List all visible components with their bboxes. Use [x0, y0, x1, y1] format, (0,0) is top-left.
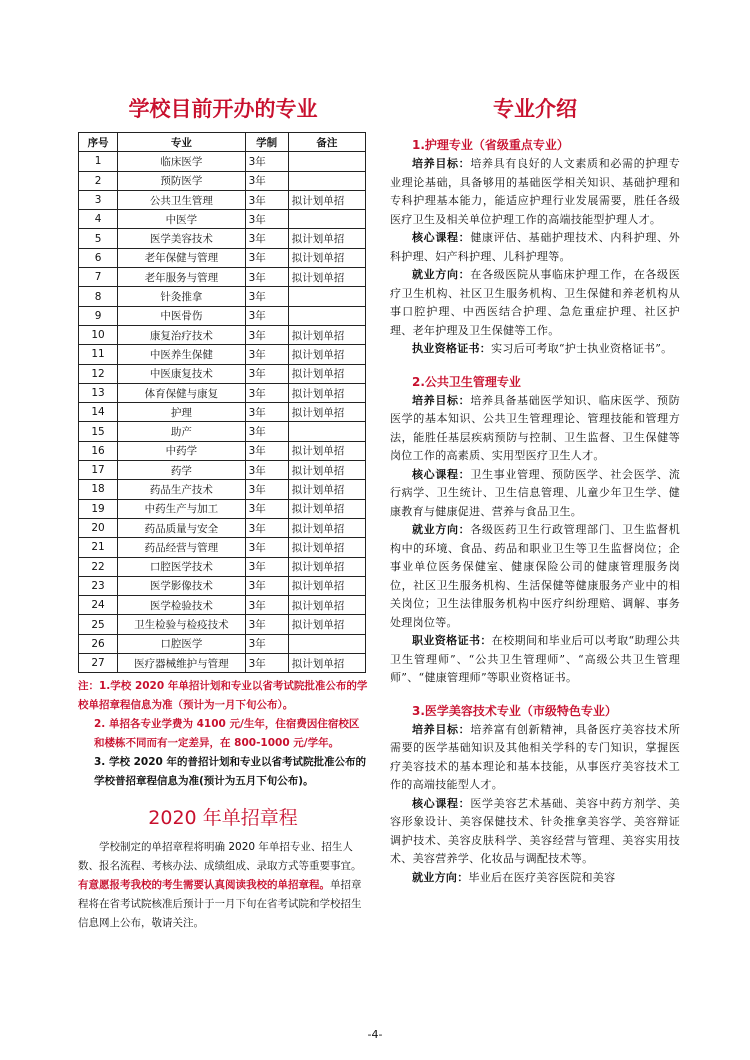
intro-text-1: 学校制定的单招章程将明确 2020 年单招专业、招生人数、报名流程、考核办法、成绩组成、录取方式等重要事宜。 — [78, 841, 362, 873]
right-column — [390, 92, 680, 887]
paragraph-label: 培养目标： — [412, 393, 471, 407]
row-no: 16 — [79, 441, 118, 460]
header-note: 备注 — [288, 133, 365, 152]
row-no: 20 — [79, 518, 118, 537]
table-row — [79, 287, 366, 306]
row-major: 医学美容技术 — [118, 229, 245, 248]
section-paragraph — [390, 795, 680, 869]
intro-text-2: 单招章程将在省考试院核准后预计于一月下旬在省考试院和学校招生信息网上公布，敬请关注。 — [78, 879, 362, 930]
table-row — [79, 248, 366, 267]
paragraph-label: 培养目标： — [412, 722, 471, 736]
intro-title: 专业介绍 — [493, 96, 577, 121]
row-no: 1 — [79, 152, 118, 171]
row-no: 24 — [79, 596, 118, 615]
row-major: 中医骨伤 — [118, 306, 245, 325]
paragraph-text: 卫生事业管理、预防医学、社会医学、流行病学、卫生统计、卫生信息管理、儿童少年卫生学、健康教育与健康促进、营养与食品卫生。 — [390, 467, 680, 518]
section-title: 1.护理专业（省级重点专业） — [412, 138, 569, 152]
table-row — [79, 596, 366, 615]
row-no: 11 — [79, 345, 118, 364]
table-row — [79, 576, 366, 595]
table-row — [79, 538, 366, 557]
row-note: 拟计划单招 — [288, 364, 365, 383]
paragraph-label: 核心课程： — [412, 796, 471, 810]
header-duration: 学制 — [245, 133, 288, 152]
paragraph-label: 执业资格证书： — [412, 342, 492, 355]
row-duration: 3年 — [245, 268, 288, 287]
row-no: 26 — [79, 634, 118, 653]
row-duration: 3年 — [245, 287, 288, 306]
table-row — [79, 480, 366, 499]
row-note — [288, 210, 365, 229]
row-duration: 3年 — [245, 596, 288, 615]
row-no: 4 — [79, 210, 118, 229]
page-number: -4- — [367, 1028, 383, 1041]
major-sections — [390, 136, 680, 887]
section-paragraph — [390, 632, 680, 688]
table-row — [79, 171, 366, 190]
row-note: 拟计划单招 — [288, 615, 365, 634]
row-no: 6 — [79, 248, 118, 267]
row-no: 23 — [79, 576, 118, 595]
row-major: 中医康复技术 — [118, 364, 245, 383]
admission-title: 2020 年单招章程 — [148, 807, 298, 830]
table-row — [79, 152, 366, 171]
notes — [78, 677, 368, 791]
section-paragraph — [390, 229, 680, 266]
majors-title: 学校目前开办的专业 — [128, 96, 318, 121]
row-duration: 3年 — [245, 306, 288, 325]
row-no: 3 — [79, 190, 118, 209]
row-duration: 3年 — [245, 190, 288, 209]
section-title: 2.公共卫生管理专业 — [412, 374, 521, 389]
note-1: 注：1.学校 2020 年单招计划和专业以省考试院批准公布的学校单招章程信息为准（预计为一月下旬公布）。 — [78, 680, 368, 712]
paragraph-text: 医学美容艺术基础、美容中药方剂学、美容形象设计、美容保健技术、针灸推拿美容学、美容辩证调护技术、美容皮肤科学、美容经营与管理、美容实用技术、美容营养学、化妆品与调配技术等。 — [390, 796, 680, 865]
note-3: 3. 学校 2020 年的普招计划和专业以省考试院批准公布的学校普招章程信息为准(预计为五月下旬公布)。 — [94, 756, 366, 788]
row-no: 10 — [79, 325, 118, 344]
row-major: 针灸推拿 — [118, 287, 245, 306]
paragraph-label: 就业方向： — [412, 268, 471, 281]
row-major: 体育保健与康复 — [118, 383, 245, 402]
row-duration: 3年 — [245, 518, 288, 537]
row-no: 27 — [79, 654, 118, 673]
row-major: 药品经营与管理 — [118, 538, 245, 557]
row-note: 拟计划单招 — [288, 403, 365, 422]
row-note: 拟计划单招 — [288, 325, 365, 344]
table-row — [79, 403, 366, 422]
row-note: 拟计划单招 — [288, 518, 365, 537]
row-duration: 3年 — [245, 615, 288, 634]
row-duration: 3年 — [245, 325, 288, 344]
paragraph-label: 职业资格证书： — [412, 634, 492, 647]
table-row — [79, 383, 366, 402]
row-major: 中药生产与加工 — [118, 499, 245, 518]
row-note: 拟计划单招 — [288, 654, 365, 673]
section-paragraph — [390, 721, 680, 795]
row-major: 老年保健与管理 — [118, 248, 245, 267]
row-duration: 3年 — [245, 210, 288, 229]
row-no: 2 — [79, 171, 118, 190]
row-major: 护理 — [118, 403, 245, 422]
admission-intro — [78, 838, 368, 933]
table-row — [79, 441, 366, 460]
table-row — [79, 461, 366, 480]
row-duration: 3年 — [245, 557, 288, 576]
row-no: 19 — [79, 499, 118, 518]
section-paragraph — [390, 340, 680, 359]
row-note — [288, 634, 365, 653]
row-duration: 3年 — [245, 422, 288, 441]
row-no: 12 — [79, 364, 118, 383]
paragraph-label: 培养目标： — [412, 157, 471, 170]
table-row — [79, 190, 366, 209]
header-major: 专业 — [118, 133, 245, 152]
row-no: 14 — [79, 403, 118, 422]
row-major: 口腔医学 — [118, 634, 245, 653]
row-no: 5 — [79, 229, 118, 248]
table-row — [79, 306, 366, 325]
paragraph-text: 培养具备基础医学知识、临床医学、预防医学的基本知识、公共卫生管理理论、管理技能和管理方法，能胜任基层疾病预防与控制、卫生监督、卫生保健等岗位工作的高素质、实用型医疗卫生人才。 — [390, 393, 680, 462]
row-no: 18 — [79, 480, 118, 499]
row-note: 拟计划单招 — [288, 441, 365, 460]
row-note — [288, 306, 365, 325]
row-major: 口腔医学技术 — [118, 557, 245, 576]
row-note — [288, 171, 365, 190]
row-note — [288, 152, 365, 171]
paragraph-label: 核心课程： — [412, 467, 471, 481]
row-note: 拟计划单招 — [288, 461, 365, 480]
row-major: 医学影像技术 — [118, 576, 245, 595]
section-title: 3.医学美容技术专业（市级特色专业） — [412, 703, 617, 718]
row-duration: 3年 — [245, 461, 288, 480]
row-note: 拟计划单招 — [288, 345, 365, 364]
section-paragraph — [390, 266, 680, 340]
table-row — [79, 345, 366, 364]
row-major: 医疗器械维护与管理 — [118, 654, 245, 673]
row-no: 9 — [79, 306, 118, 325]
row-note: 拟计划单招 — [288, 229, 365, 248]
row-major: 康复治疗技术 — [118, 325, 245, 344]
row-no: 8 — [79, 287, 118, 306]
row-duration: 3年 — [245, 499, 288, 518]
row-duration: 3年 — [245, 576, 288, 595]
row-duration: 3年 — [245, 634, 288, 653]
paragraph-text: 毕业后在医疗美容医院和美容 — [468, 870, 616, 884]
row-note — [288, 287, 365, 306]
section-paragraph — [390, 155, 680, 229]
table-row — [79, 634, 366, 653]
row-major: 公共卫生管理 — [118, 190, 245, 209]
paragraph-label: 核心课程： — [412, 231, 471, 244]
left-column — [78, 92, 368, 933]
row-no: 17 — [79, 461, 118, 480]
table-row — [79, 518, 366, 537]
row-duration: 3年 — [245, 403, 288, 422]
row-no: 21 — [79, 538, 118, 557]
row-duration: 3年 — [245, 229, 288, 248]
row-no: 15 — [79, 422, 118, 441]
row-note: 拟计划单招 — [288, 268, 365, 287]
row-no: 13 — [79, 383, 118, 402]
paragraph-text: 健康评估、基础护理技术、内科护理、外科护理、妇产科护理、儿科护理等。 — [390, 231, 680, 263]
row-duration: 3年 — [245, 152, 288, 171]
table-row — [79, 210, 366, 229]
row-duration: 3年 — [245, 248, 288, 267]
row-note: 拟计划单招 — [288, 576, 365, 595]
row-duration: 3年 — [245, 654, 288, 673]
row-note: 拟计划单招 — [288, 190, 365, 209]
row-note: 拟计划单招 — [288, 596, 365, 615]
paragraph-text: 培养富有创新精神，具备医疗美容技术所需要的医学基础知识及其他相关学科的专门知识，掌握医疗美容技术的基本理论和基本技能，从事医疗美容技术工作的高端技能型人才。 — [390, 722, 680, 791]
table-row — [79, 268, 366, 287]
intro-text-red: 有意愿报考我校的考生需要认真阅读我校的单招章程。 — [78, 879, 330, 892]
table-header-row — [79, 133, 366, 152]
table-body — [79, 152, 366, 673]
row-major: 老年服务与管理 — [118, 268, 245, 287]
row-major: 卫生检验与检疫技术 — [118, 615, 245, 634]
section-paragraph — [390, 466, 680, 522]
majors-table — [78, 132, 366, 673]
header-no: 序号 — [79, 133, 118, 152]
table-row — [79, 364, 366, 383]
paragraph-label: 就业方向： — [412, 870, 469, 884]
row-major: 中医养生保健 — [118, 345, 245, 364]
row-note: 拟计划单招 — [288, 248, 365, 267]
section-paragraph — [390, 392, 680, 466]
row-duration: 3年 — [245, 364, 288, 383]
row-no: 7 — [79, 268, 118, 287]
row-no: 22 — [79, 557, 118, 576]
paragraph-text: 实习后可考取“护士执业资格证书”。 — [491, 342, 673, 355]
row-note: 拟计划单招 — [288, 480, 365, 499]
paragraph-text: 在校期间和毕业后可以考取“助理公共卫生管理师”、“公共卫生管理师”、“高级公共卫生管理师”、“健康管理师”等职业资格证书。 — [390, 634, 680, 684]
paragraph-text: 培养具有良好的人文素质和必需的护理专业理论基础，具备够用的基础医学相关知识、基础护理和专科护理基本能力，能适应护理行业发展需要，胜任各级医疗卫生及相关单位护理工作的高端技能型护理人才。 — [390, 157, 680, 226]
row-major: 助产 — [118, 422, 245, 441]
section-paragraph — [390, 521, 680, 632]
table-row — [79, 654, 366, 673]
row-no: 25 — [79, 615, 118, 634]
row-major: 临床医学 — [118, 152, 245, 171]
row-major: 药品质量与安全 — [118, 518, 245, 537]
table-row — [79, 422, 366, 441]
row-note: 拟计划单招 — [288, 383, 365, 402]
section-paragraph — [390, 869, 680, 888]
table-row — [79, 557, 366, 576]
row-duration: 3年 — [245, 171, 288, 190]
table-row — [79, 325, 366, 344]
table-row — [79, 615, 366, 634]
row-major: 药品生产技术 — [118, 480, 245, 499]
paragraph-text: 各级医药卫生行政管理部门、卫生监督机构中的环境、食品、药品和职业卫生等卫生监督岗位；企事业单位医务保健室、健康保险公司的健康管理服务岗位，社区卫生服务机构、生活保健等健康服务产业中的相关岗位；卫生法律服务机构中医疗纠纷理赔、调解、事务处理岗位等。 — [390, 523, 680, 629]
row-major: 药学 — [118, 461, 245, 480]
row-duration: 3年 — [245, 538, 288, 557]
row-major: 中药学 — [118, 441, 245, 460]
row-note: 拟计划单招 — [288, 538, 365, 557]
row-major: 医学检验技术 — [118, 596, 245, 615]
row-note: 拟计划单招 — [288, 557, 365, 576]
row-note: 拟计划单招 — [288, 499, 365, 518]
row-duration: 3年 — [245, 383, 288, 402]
note-2: 2. 单招各专业学费为 4100 元/生年，住宿费因住宿校区和楼栋不同而有一定差异，在 800-1000 元/学年。 — [94, 718, 360, 750]
table-row — [79, 499, 366, 518]
row-duration: 3年 — [245, 441, 288, 460]
row-note — [288, 422, 365, 441]
paragraph-label: 就业方向： — [412, 523, 471, 536]
row-duration: 3年 — [245, 480, 288, 499]
table-row — [79, 229, 366, 248]
row-major: 中医学 — [118, 210, 245, 229]
row-major: 预防医学 — [118, 171, 245, 190]
row-duration: 3年 — [245, 345, 288, 364]
paragraph-text: 在各级医院从事临床护理工作，在各级医疗卫生机构、社区卫生服务机构、卫生保健和养老机构从事口腔护理、中西医结合护理、急危重症护理、社区护理、老年护理及卫生保健等工作。 — [390, 268, 680, 337]
